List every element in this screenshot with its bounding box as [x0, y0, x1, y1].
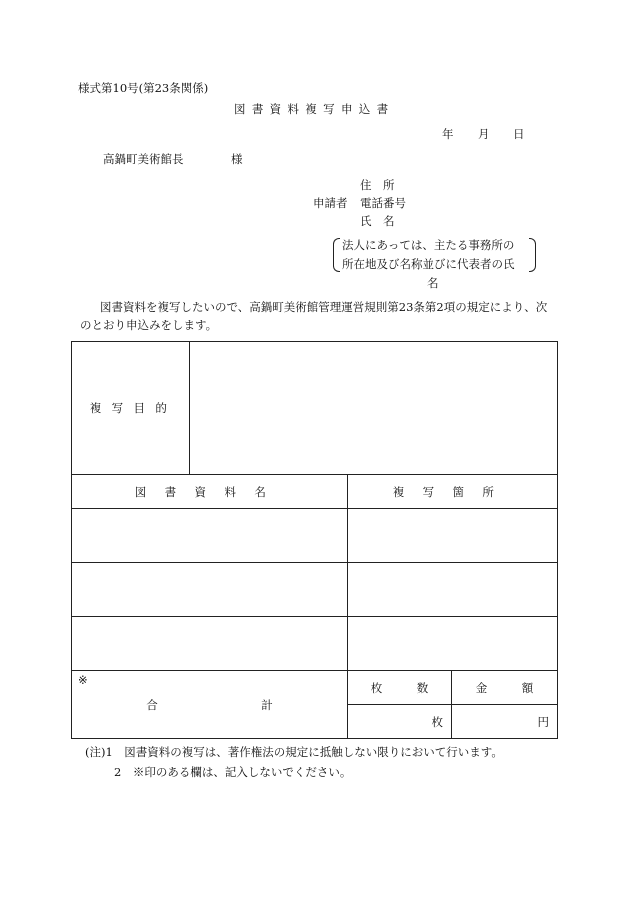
note-open-bracket — [333, 238, 340, 272]
copy-location-header: 複写箇所 — [348, 475, 558, 509]
purpose-field[interactable] — [190, 342, 558, 475]
total-cell — [72, 671, 348, 739]
applicant-name-label: 氏 名 — [360, 214, 395, 228]
applicant-label: 申請者 — [313, 196, 348, 210]
addressee-name: 高鍋町美術館長 — [103, 152, 184, 166]
body-text-line2: のとおり申込みをします。 — [80, 318, 218, 332]
applicant-note-line2: 所在地及び名称並びに代表者の氏 — [342, 257, 515, 271]
page-title: 図書資料複写申込書 — [234, 102, 395, 116]
amount-header: 金 額 — [452, 671, 558, 705]
body-text-line1: 図書資料を複写したいので、高鍋町美術館管理運営規則第23条第2項の規定により、次 — [100, 300, 548, 314]
purpose-label: 複写目的 — [72, 342, 190, 475]
total-label: 合 計 — [146, 697, 273, 712]
applicant-address-label: 住 所 — [360, 178, 395, 192]
office-use-mark: ※ — [78, 673, 88, 687]
material-name-field[interactable] — [72, 509, 348, 563]
applicant-note-line3: 名 — [427, 276, 439, 290]
note-2: 2 ※印のある欄は、記入しないでください。 — [114, 765, 352, 779]
sheet-count-field[interactable]: 枚 — [348, 705, 452, 739]
applicant-phone-label: 電話番号 — [360, 196, 406, 210]
applicant-note-line1: 法人にあっては、主たる事務所の — [342, 238, 515, 252]
amount-field[interactable]: 円 — [452, 705, 558, 739]
sheet-count-header: 枚 数 — [348, 671, 452, 705]
material-name-header: 図書資料名 — [72, 475, 348, 509]
addressee-honorific: 様 — [231, 152, 243, 166]
copy-location-field[interactable] — [348, 563, 558, 617]
copy-location-field[interactable] — [348, 509, 558, 563]
date-day: 日 — [513, 127, 525, 141]
copy-location-field[interactable] — [348, 617, 558, 671]
application-table — [71, 341, 558, 739]
note-1: (注)1 図書資料の複写は、著作権法の規定に抵触しない限りにおいて行います。 — [85, 745, 503, 759]
date-month: 月 — [478, 127, 490, 141]
material-name-field[interactable] — [72, 617, 348, 671]
form-number: 様式第10号(第23条関係) — [78, 81, 209, 95]
date-year: 年 — [442, 127, 454, 141]
material-name-field[interactable] — [72, 563, 348, 617]
note-close-bracket — [529, 238, 536, 272]
